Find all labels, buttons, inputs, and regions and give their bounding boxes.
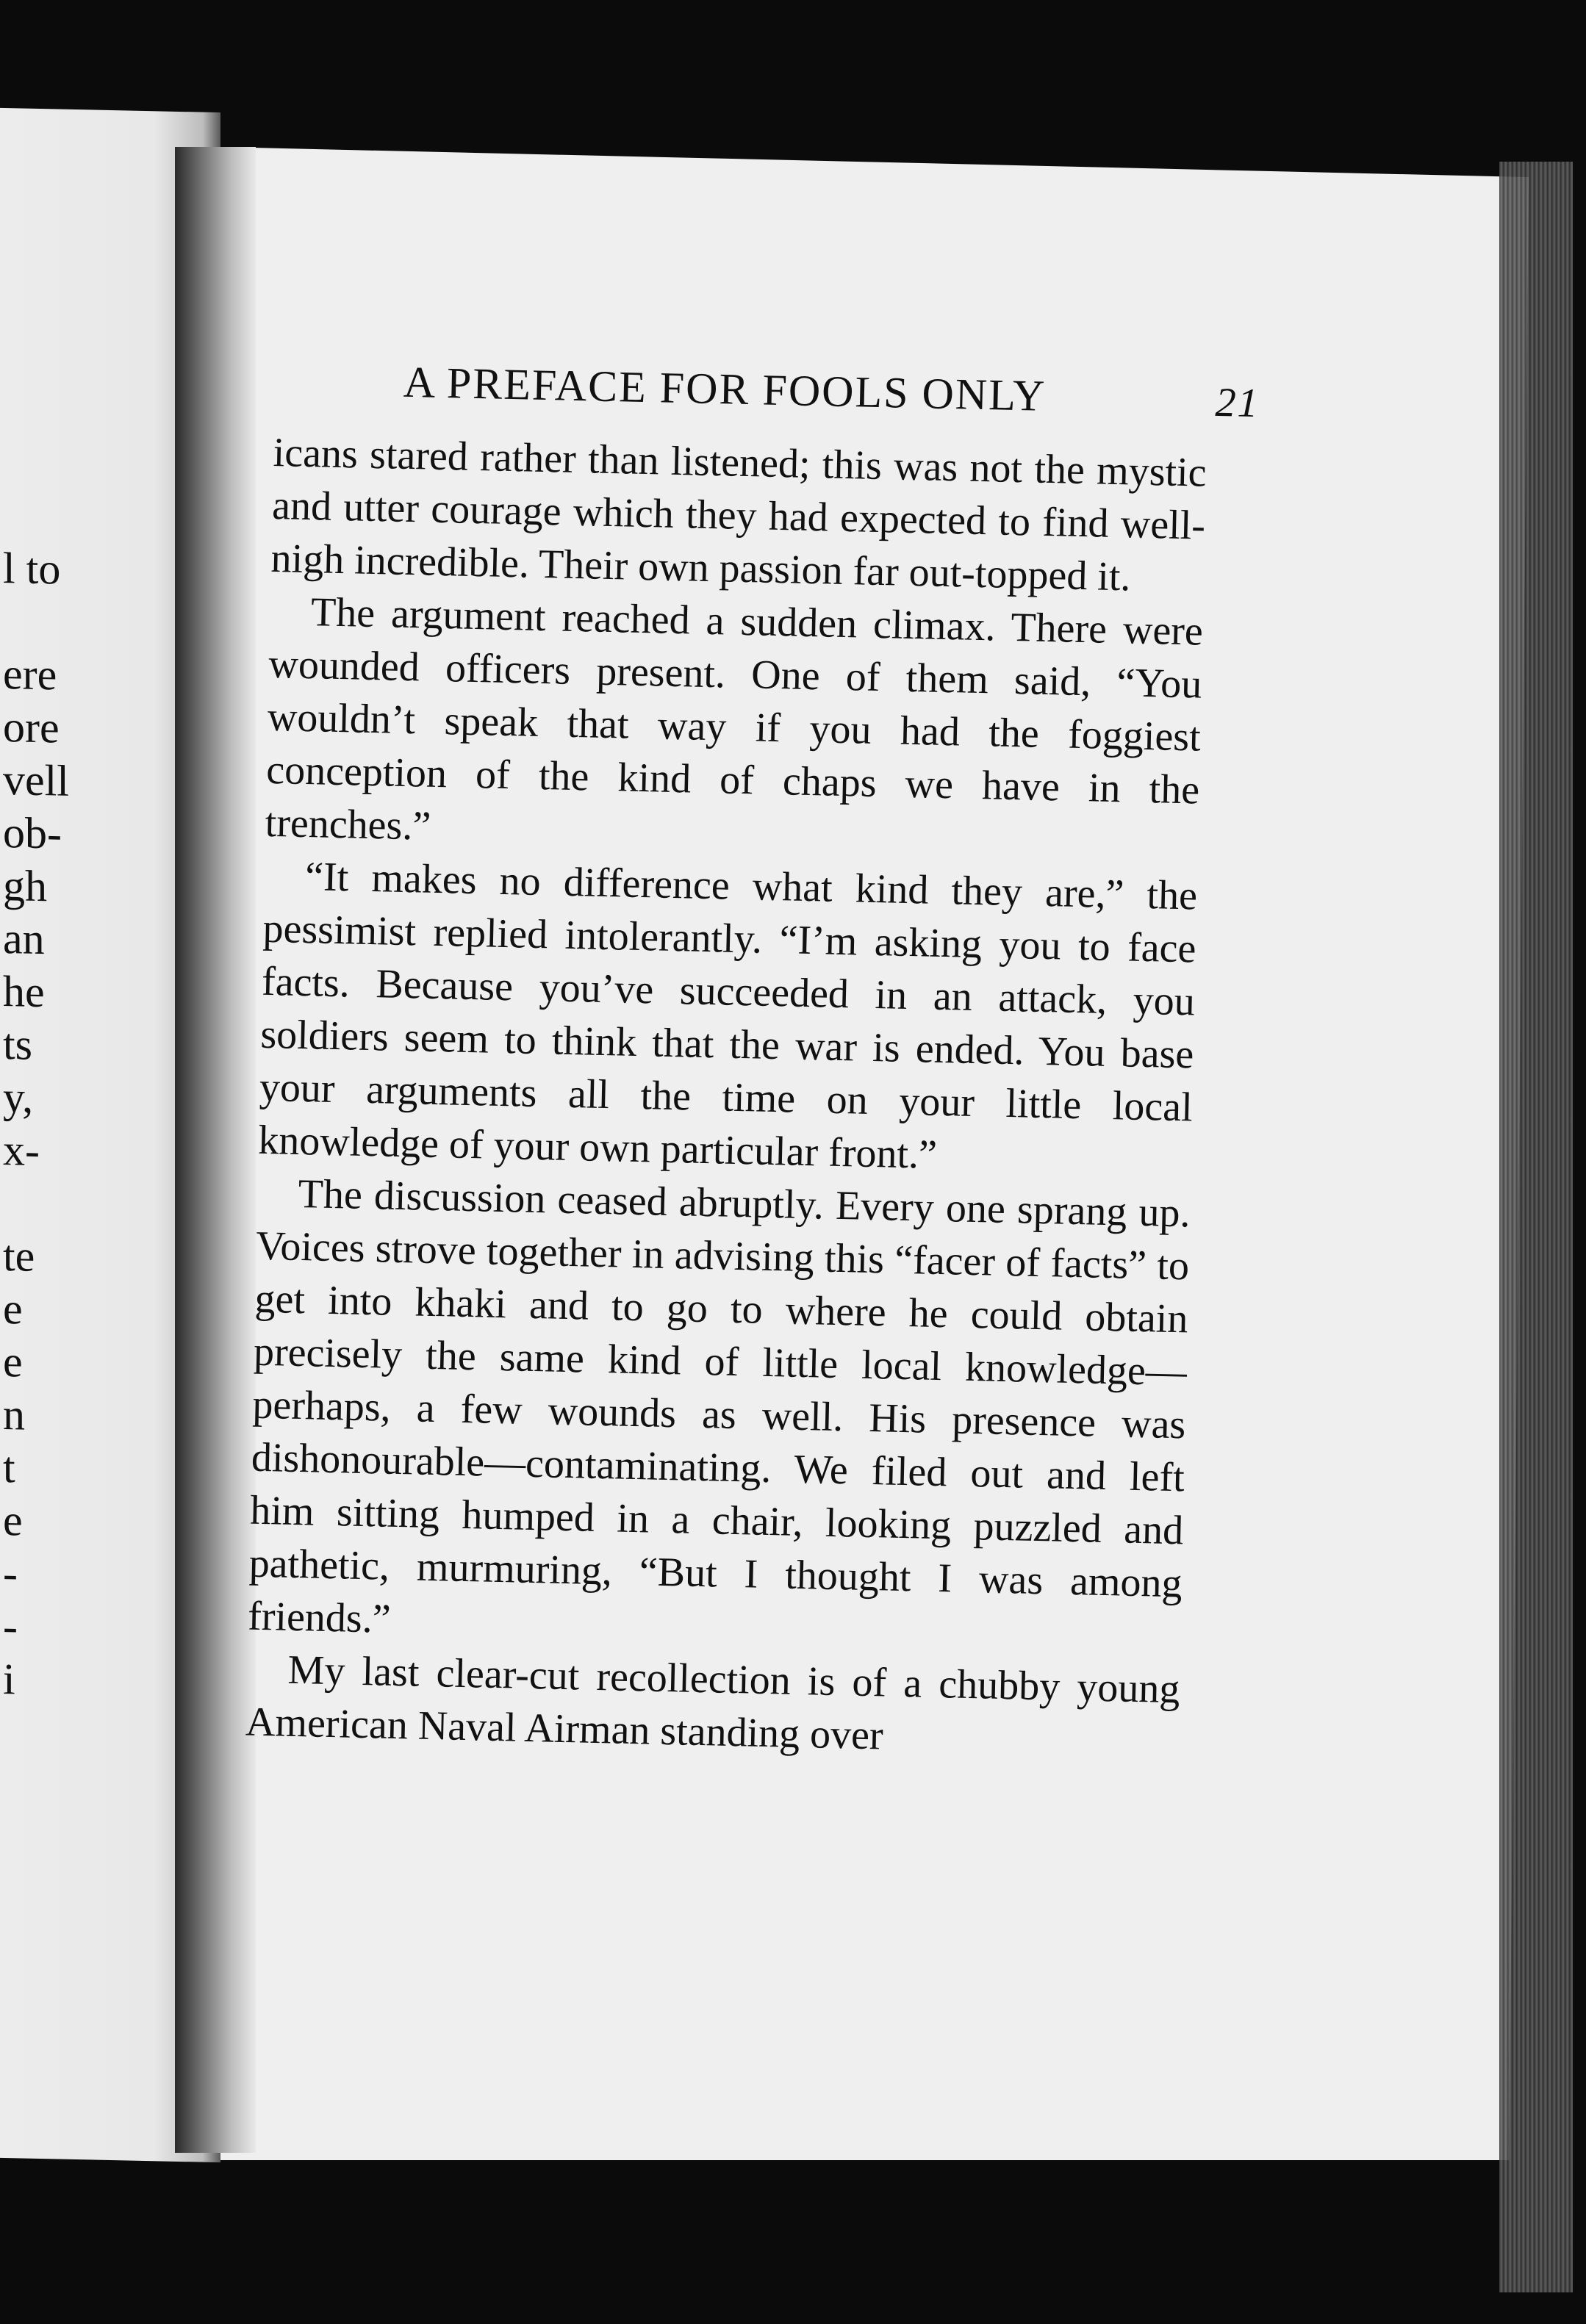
paragraph: My last clear-cut recollection is of a chubby young American Naval Airman standing over — [245, 1647, 1181, 1759]
left-page-fragment: - — [3, 1548, 18, 1598]
left-page-fragment: ere — [3, 649, 57, 699]
paragraph: The argument reached a sudden climax. There were wounded officers present. One of them said, “You wouldn’t speak that way if you had the foggiest conception of the kind of chaps we have in the trenches.” — [265, 589, 1204, 849]
left-page-fragment: gh — [3, 860, 47, 911]
book-gutter — [175, 147, 256, 2153]
page-edge — [1499, 162, 1573, 2292]
page-content — [245, 345, 1260, 1769]
left-page-fragment: i — [3, 1654, 15, 1704]
left-page-fragment: - — [3, 1601, 18, 1651]
left-page-fragment: te — [3, 1231, 35, 1281]
left-page-fragment: he — [3, 966, 45, 1017]
left-page-fragment: an — [3, 913, 45, 964]
left-page-fragment: vell — [3, 755, 69, 805]
page-number: 21 — [1214, 379, 1260, 427]
body-text — [245, 426, 1207, 1769]
left-page-fragment: ts — [3, 1019, 33, 1069]
left-page-fragment: x- — [3, 1125, 40, 1175]
paragraph: “It makes no difference what kind they are,” the pessimist replied intolerantly. “I’m asking you to face facts. Because you’ve succeeded in an attack, you soldiers seem to think that the war is ended. You base your arguments all the time on your little local knowledge of your own particular front.” — [257, 854, 1198, 1178]
left-page-fragment: y, — [3, 1072, 34, 1122]
left-page-fragment: t — [3, 1442, 15, 1492]
left-page-fragment: e — [3, 1495, 23, 1545]
running-title: A PREFACE FOR FOOLS ONLY — [403, 357, 1047, 420]
left-page-fragment: e — [3, 1337, 23, 1386]
paragraph: icans stared rather than listened; this was not the mystic and utter courage which they had expected to find well-nigh incredible. Their own passion far out-topped it. — [270, 429, 1208, 600]
left-page-fragment: l to — [3, 543, 61, 594]
left-page-fragment: e — [3, 1284, 23, 1334]
paragraph: The discussion ceased abruptly. Every one sprang up. Voices strove together in advising this “facer of facts” to get into khaki and to go to where he could obtain precisely the same kind of little local knowledge—perhaps, a few wounds as well. His presence was dishonourable—contaminating. We filed out and left him sitting humped in a chair, looking puzzled and pathetic, murmuring, “But I thought I was among friends.” — [247, 1170, 1191, 1642]
left-page-fragment: ob- — [3, 807, 62, 858]
left-page-fragment: n — [3, 1389, 25, 1439]
left-page-fragment: ore — [3, 702, 60, 752]
